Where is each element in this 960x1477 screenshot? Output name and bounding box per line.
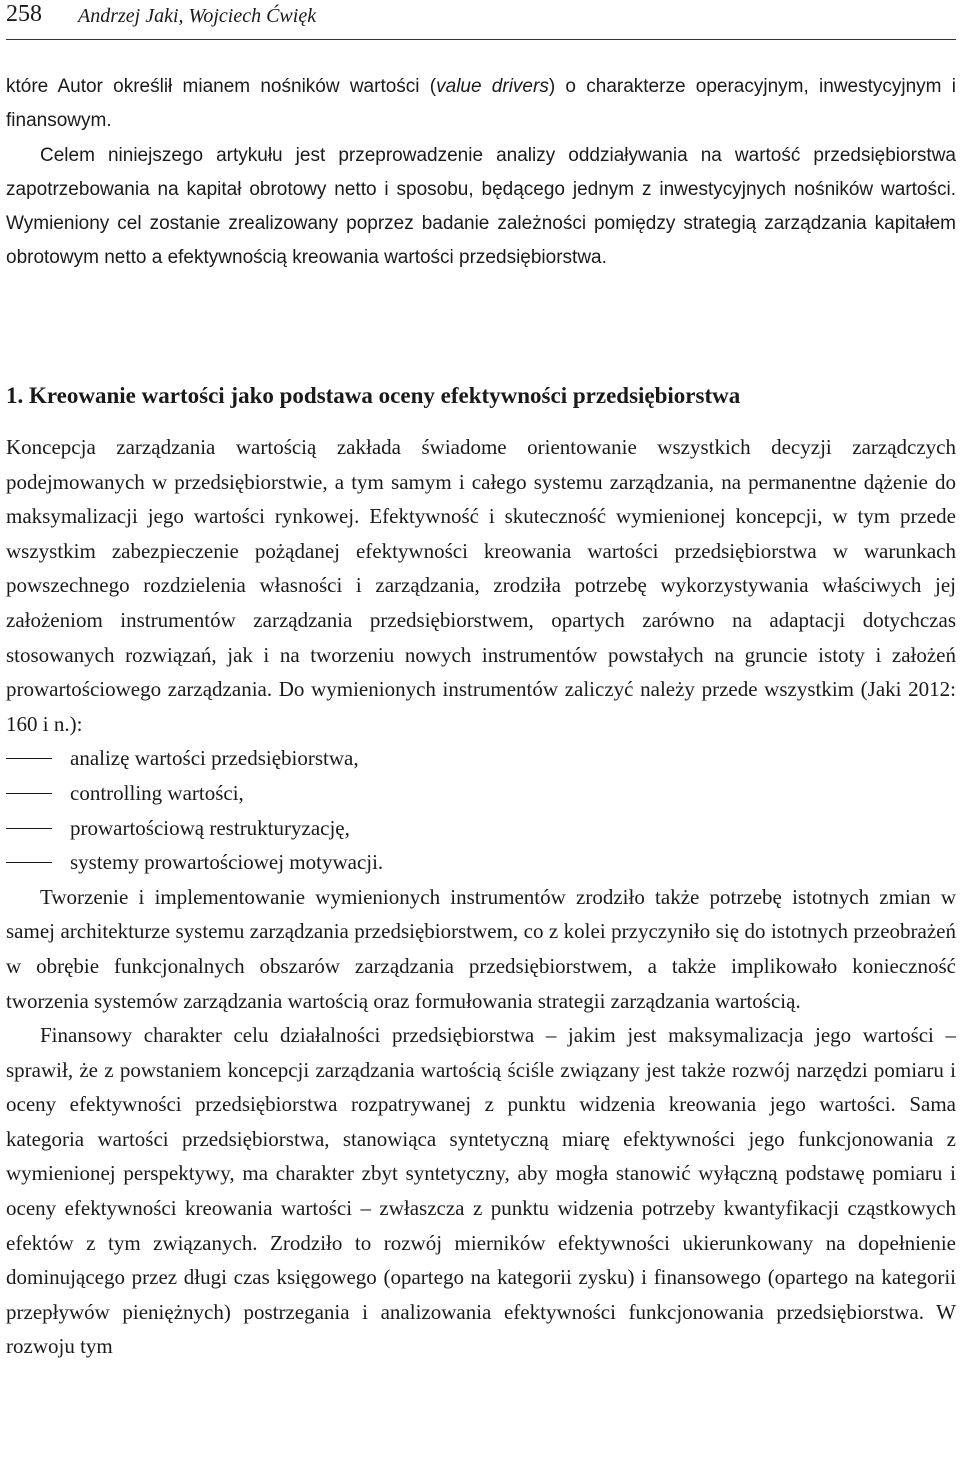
- page-header: [6, 0, 956, 40]
- header-rule: [6, 39, 956, 40]
- section-paragraph-1: Koncepcja zarządzania wartością zakłada świadome orientowanie wszystkich decyzji zarządczych podejmowanych w przedsiębiorstwie, a tym samym i całego systemu zarządzania, na permanentne dążenie do maksymalizacji jego wartości rynkowej. Efektywność i skuteczność wymienionej koncepcji, w tym przede wszystkim zabezpieczenie pożądanej efektywności kreowania wartości przedsiębiorstwa w warunkach powszechnego rozdzielenia własności i zarządzania, zrodziła potrzebę wykorzystywania właściwych jej założeniom instrumentów zarządzania przedsiębiorstwem, opartych zarówno na adaptacji dotychczas stosowanych rozwiązań, jak i na tworzeniu nowych instrumentów powstałych na gruncie istoty i założeń prowartościowego zarządzania. Do wymienionych instrumentów zaliczyć należy przede wszystkim (Jaki 2012: 160 i n.):: [6, 435, 956, 736]
- list-item: [6, 741, 956, 776]
- running-head: Andrzej Jaki, Wojciech Ćwięk: [78, 5, 317, 27]
- list-item-text: prowartościową restrukturyzację,: [70, 815, 350, 840]
- section-body: [6, 430, 956, 1364]
- section-heading: 1. Kreowanie wartości jako podstawa oceny efektywności przedsiębiorstwa: [6, 383, 741, 408]
- intro-p1-after: ) o charakterze operacyjnym, inwestycyjnym i finansowym.: [6, 76, 956, 132]
- section-paragraph-3: Finansowy charakter celu działalności przedsiębiorstwa – jakim jest maksymalizacja jego wartości – sprawił, że z powstaniem koncepcji zarządzania wartością ściśle związany jest także rozwój narzędzi pomiaru i oceny efektywności przedsiębiorstwa rozpatrywanej z punktu widzenia kreowania jego wartości. Sama kategoria wartości przedsiębiorstwa, stanowiąca syntetyczną miarę efektywności jego funkcjonowania z wymienionej perspektywy, ma charakter zbyt syntetyczny, aby mogła stanowić wyłączną podstawę pomiaru i oceny efektywności kreowania wartości – zwłaszcza z punktu widzenia potrzeby kwantyfikacji cząstkowych efektów z tym związanych. Zrodziło to rozwój mierników efektywności ukierunkowany na dopełnienie dominującego przez długi czas księgowego (opartego na kategorii zysku) i finansowego (opartego na kategorii przepływów pieniężnych) postrzegania i analizowania efektywności funkcjonowania przedsiębiorstwa. W rozwoju tym: [6, 1023, 956, 1359]
- intro-paragraph-1: [6, 70, 956, 139]
- list-item: [6, 845, 956, 880]
- section-paragraph-2: Tworzenie i implementowanie wymienionych instrumentów zrodziło także potrzebę istotnych zmian w samej architekturze systemu zarządzania przedsiębiorstwem, co z kolei przyczyniło się do istotnych przeobrażeń w obrębie funkcjonalnych obszarów zarządzania przedsiębiorstwem, a także implikowało konieczność tworzenia systemów zarządzania wartością oraz formułowania strategii zarządzania wartością.: [6, 884, 956, 1013]
- list-item-text: systemy prowartościowej motywacji.: [70, 850, 384, 875]
- list-item-text: analizę wartości przedsiębiorstwa,: [70, 746, 359, 771]
- intro-p1-before: które Autor określił mianem nośników wartości (: [6, 76, 437, 97]
- list-item-text: controlling wartości,: [70, 780, 244, 805]
- intro-p1-italic: value drivers: [436, 76, 549, 97]
- instruments-list: [6, 741, 956, 879]
- intro-text: [6, 70, 956, 276]
- intro-paragraph-2: Celem niniejszego artykułu jest przeprowadzenie analizy oddziaływania na wartość przedsiębiorstwa zapotrzebowania na kapitał obrotowy netto i sposobu, będącego jednym z inwestycyjnych nośników wartości. Wymieniony cel zostanie zrealizowany poprzez badanie zależności pomiędzy strategią zarządzania kapitałem obrotowym netto a efektywnością kreowania wartości przedsiębiorstwa.: [6, 144, 956, 269]
- page-number: 258: [6, 1, 42, 27]
- list-item: [6, 776, 956, 811]
- list-item: [6, 811, 956, 846]
